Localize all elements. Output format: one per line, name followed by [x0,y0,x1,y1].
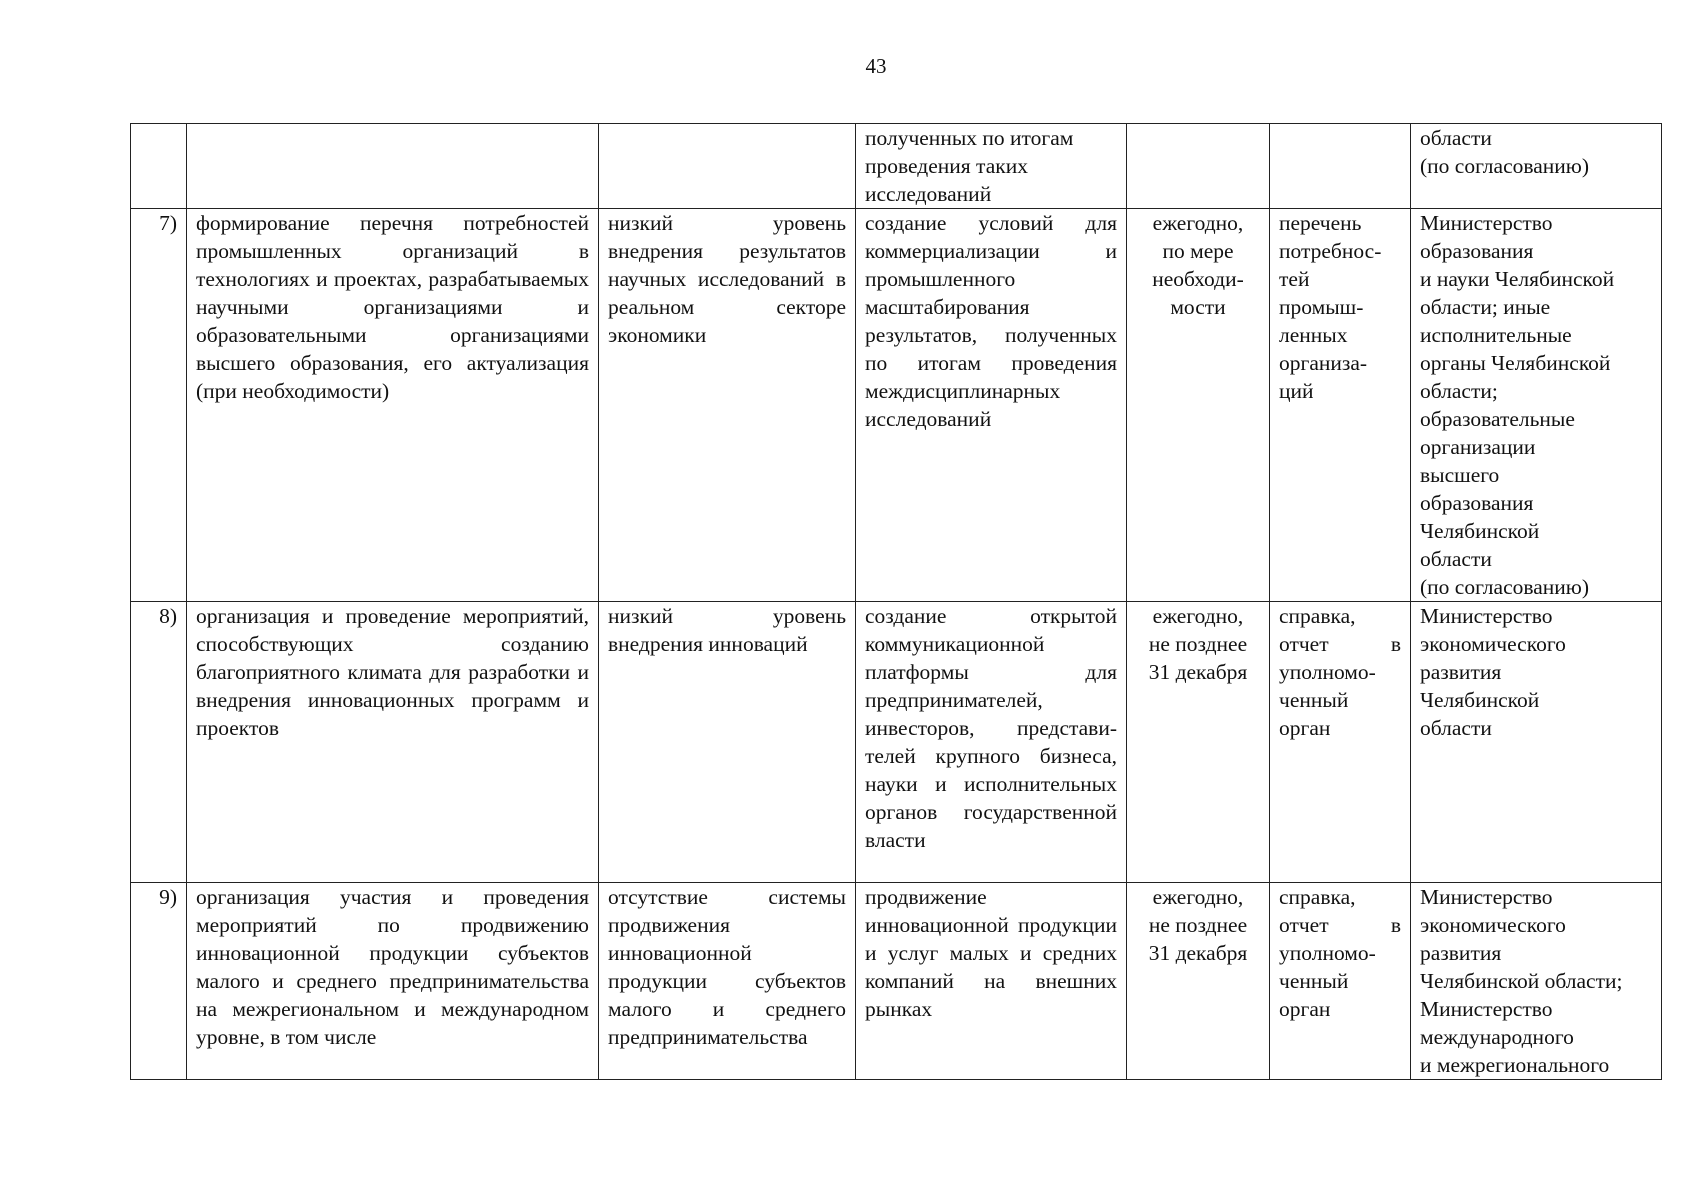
document-cell [1270,124,1411,209]
result-cell: полученных по итогам проведения таких исследований [856,124,1127,209]
page-number: 43 [865,54,887,78]
problem-cell: отсутствие системы продвижения инновационной продукции субъектов малого и среднего предпринимательства [599,883,856,1080]
document-cell: перечень потребнос- тей промыш- ленных организа- ций [1270,209,1411,602]
deadline-cell: ежегодно, не позднее 31 декабря [1127,602,1270,883]
document-cell: справка, отчет в уполномо-ченный орган [1270,602,1411,883]
measure-cell: формирование перечня потребностей промышленных организаций в технологиях и проектах, разрабатываемых научными организациями и образовательными организациями высшего образования, его актуализация (при необходимости) [187,209,599,602]
deadline-cell: ежегодно, не позднее 31 декабря [1127,883,1270,1080]
executor-cell: Министерство экономического развития Челябинской области [1411,602,1662,883]
row-number-cell: 8) [131,602,187,883]
executor-cell: Министерство образования и науки Челябинской области; иные исполнительные органы Челябинской области; образовательные организации высшего образования Челябинской области (по согласованию) [1411,209,1662,602]
measure-cell: организация участия и проведения мероприятий по продвижению инновационной продукции субъектов малого и среднего предпринимательства на межрегиональном и международном уровне, в том числе [187,883,599,1080]
executor-cell: области (по согласованию) [1411,124,1662,209]
row-number-cell: 7) [131,209,187,602]
measure-cell: организация и проведение мероприятий, способствующих созданию благоприятного климата для разработки и внедрения инновационных программ и проектов [187,602,599,883]
result-cell: продвижение инновационной продукции и услуг малых и средних компаний на внешних рынках [856,883,1127,1080]
document-cell: справка, отчет в уполномо-ченный орган [1270,883,1411,1080]
problem-cell [599,124,856,209]
result-cell: создание открытой коммуникационной платформы для предпринимателей, инвесторов, представи-телей крупного бизнеса, науки и исполнительных органов государственной власти [856,602,1127,883]
problem-cell: низкий уровень внедрения результатов научных исследований в реальном секторе экономики [599,209,856,602]
problem-cell: низкий уровень внедрения инноваций [599,602,856,883]
row-number-cell [131,124,187,209]
table-row [131,883,1662,1080]
deadline-cell: ежегодно, по мере необходи- мости [1127,209,1270,602]
measure-cell [187,124,599,209]
executor-cell: Министерство экономического развития Челябинской области; Министерство международного и межрегионального [1411,883,1662,1080]
table-row [131,602,1662,883]
table-row [131,124,1662,209]
table-row [131,209,1662,602]
result-cell: создание условий для коммерциализации и промышленного масштабирования результатов, полученных по итогам проведения междисциплинарных исследований [856,209,1127,602]
measures-table [130,123,1662,1080]
deadline-cell [1127,124,1270,209]
row-number-cell: 9) [131,883,187,1080]
